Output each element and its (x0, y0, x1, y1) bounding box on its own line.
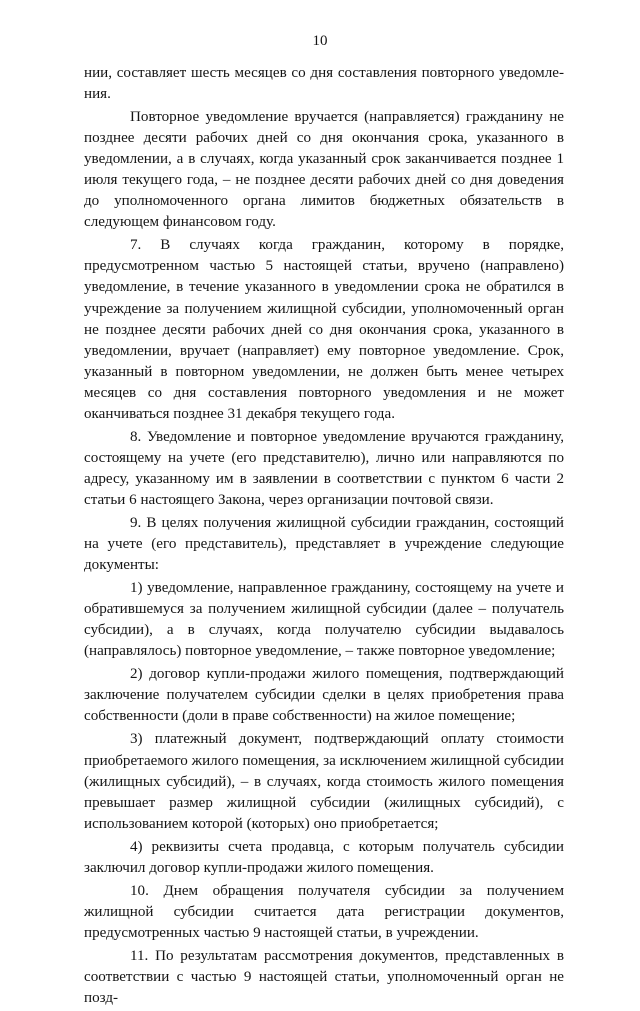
paragraph-repeat-notice: Повторное уведомление вручается (направляется) гражданину не позднее десяти рабочих дней со дня окончания срока, указанного в уведомлении, а в случаях, когда указанный срок заканчивается позднее 1 июля текущего года, – не позднее десяти рабочих дней со дня доведения до уполномоченного органа лимитов бюджетных обязательств в следующем финансовом году. (84, 109, 564, 231)
paragraph-clause-7: 7. В случаях когда гражданин, которому в порядке, предусмотренном частью 5 настоящей статьи, вручено (направлено) уведомление, в течение указанного в уведомлении срока не обратился в учреждение за получением жилищной субсидии, уполномоченный орган не позднее десяти рабочих дней со дня окончания срока, указанного в уведомлении, вручает (направляет) ему повторное уведомление. Срок, указанный в повторном уведомлении, не должен быть менее четырех месяцев со дня составления повторного уведомления и не может оканчиваться позднее 31 декабря текущего года. (84, 237, 564, 422)
list-item-3: 3) платежный документ, подтверждающий оплату стоимости приобретаемого жилого помещения, за исключением жилищной субсидии (жилищных субсидий), – в случаях, когда стоимость жилого помещения превышает размер жилищной субсидии (жилищных субсидий), с использованием которой (которых) оно приобретается; (84, 731, 564, 832)
page-number: 10 (312, 33, 328, 49)
document-body (84, 63, 564, 1011)
paragraph-clause-11: 11. По результатам рассмотрения документов, представленных в соответствии с частью 9 настоящей статьи, уполномоченный орган не позд- (84, 947, 564, 1007)
list-item-1: 1) уведомление, направленное гражданину, состоящему на учете и обратившемуся за получением жилищной субсидии (далее – получатель субсидии), а в случаях, когда получателю субсидии выдавалось (направлялось) повторное уведомление, – также повторное уведомление; (84, 580, 564, 660)
paragraph-clause-10: 10. Днем обращения получателя субсидии за получением жилищной субсидии считается дата регистрации документов, предусмотренных частью 9 настоящей статьи, в учреждении. (84, 882, 564, 941)
paragraph-clause-9: 9. В целях получения жилищной субсидии гражданин, состоящий на учете (его представитель), представляет в учреждение следующие документы: (84, 514, 564, 574)
list-item-4: 4) реквизиты счета продавца, с которым получатель субсидии заключил договор купли-продажи жилого помещения. (84, 838, 564, 876)
paragraph-continuation: нии, составляет шесть месяцев со дня составления повторного уведомления. (84, 65, 564, 103)
paragraph-clause-8: 8. Уведомление и повторное уведомление вручаются гражданину, состоящему на учете (его представителю), лично или направляются по адресу, указанному им в заявлении в соответствии с пунктом 6 части 2 статьи 6 настоящего Закона, через организации почтовой связи. (84, 428, 564, 508)
list-item-2: 2) договор купли-продажи жилого помещения, подтверждающий заключение получателем субсидии сделки в целях приобретения права собственности (доли в праве собственности) на жилое помещение; (84, 666, 564, 725)
